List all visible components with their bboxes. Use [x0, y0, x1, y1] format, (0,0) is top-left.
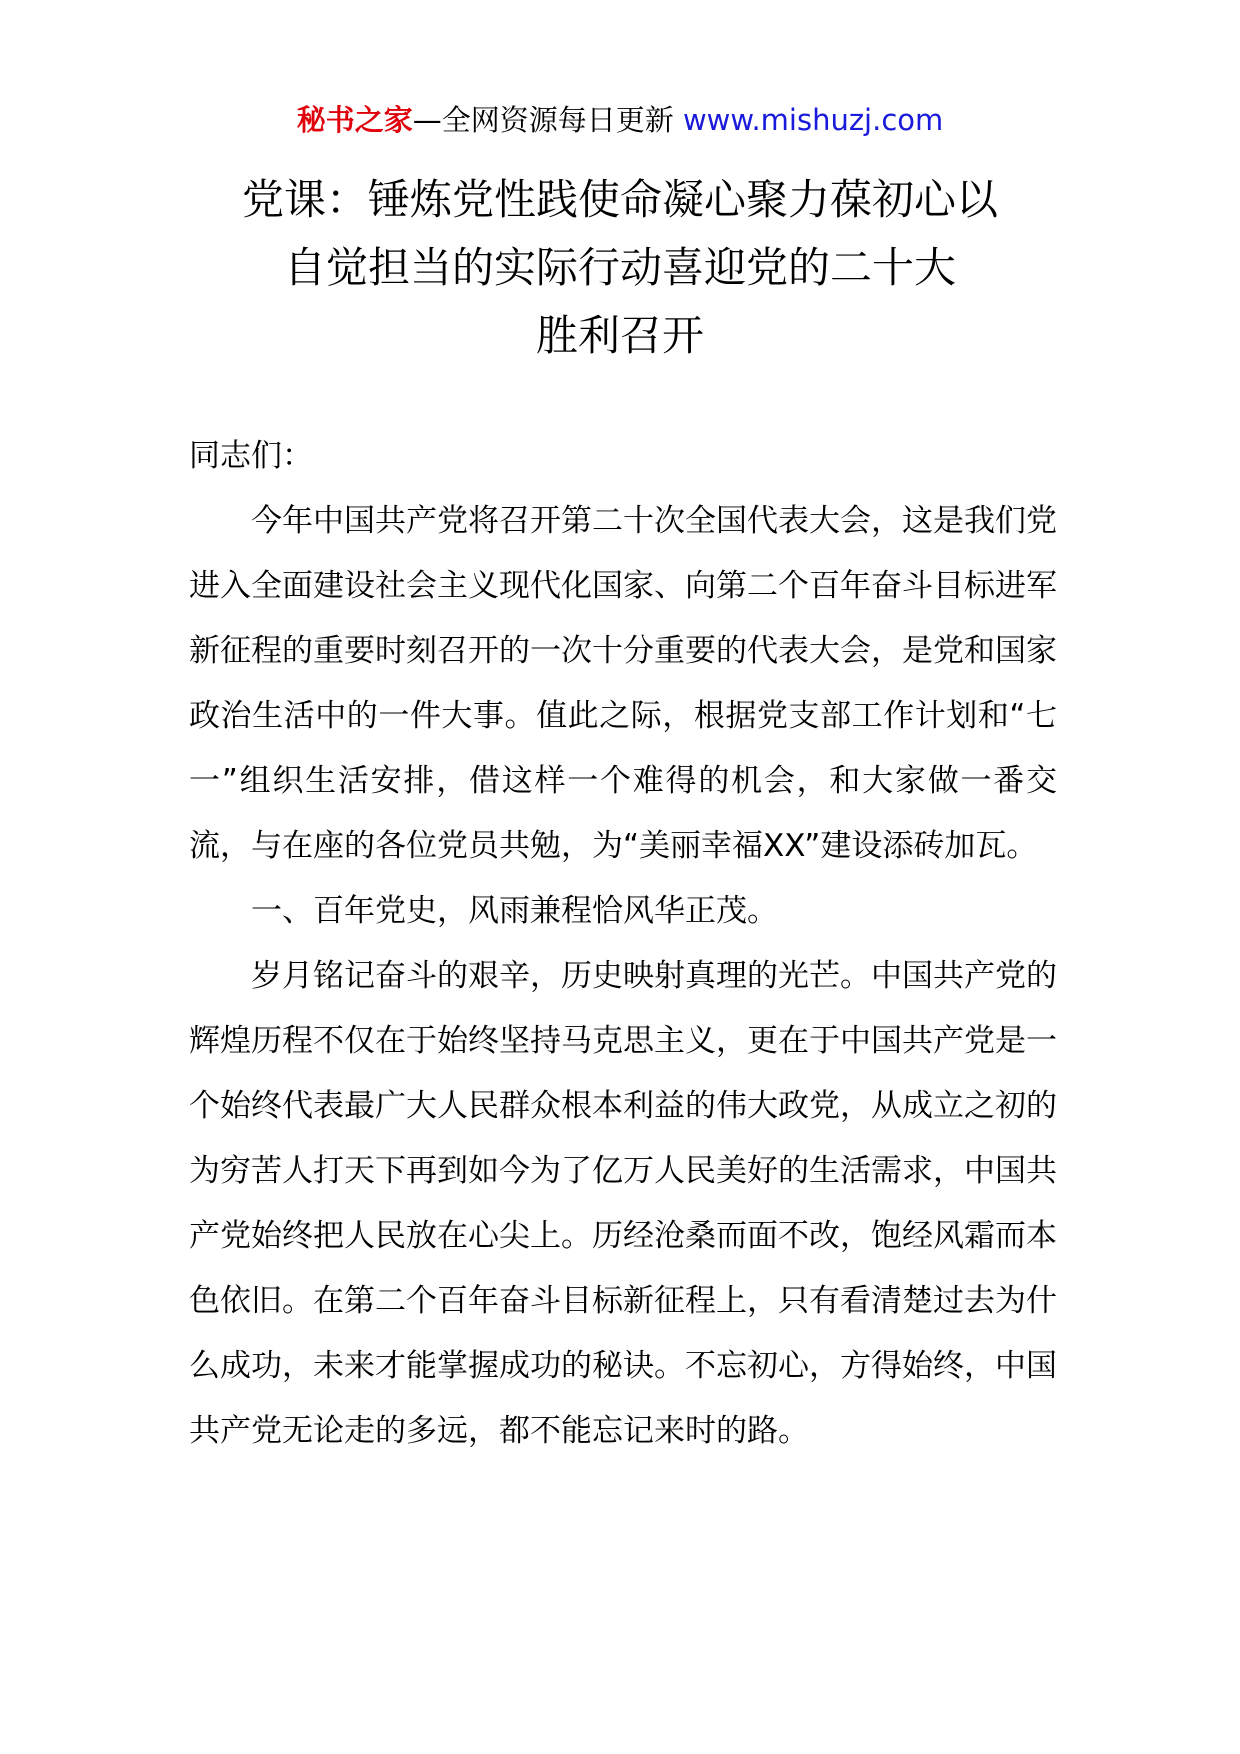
title-line-3: 胜利召开: [535, 311, 704, 360]
section-heading: 一、百年党史，风雨兼程恰风华正茂。: [251, 893, 778, 929]
salutation: 同志们：: [189, 438, 313, 474]
document-body: [189, 424, 1057, 1464]
site-header: [0, 100, 1240, 140]
section-paragraph: 岁月铭记奋斗的艰辛，历史映射真理的光芒。中国共产党的辉煌历程不仅在于始终坚持马克思主义，更在于中国共产党是一个始终代表最广大人民群众根本利益的伟大政党，从成立之初的为穷苦人打天下再到如今为了亿万人民美好的生活需求，中国共产党始终把人民放在心尖上。历经沧桑而面不改，饱经风霜而本色依旧。在第二个百年奋斗目标新征程上，只有看清楚过去为什么成功，未来才能掌握成功的秘诀。不忘初心，方得始终，中国共产党无论走的多远，都不能忘记来时的路。: [189, 958, 1057, 1449]
title-line-2: 自觉担当的实际行动喜迎党的二十大: [283, 243, 956, 292]
document-title: [0, 166, 1240, 370]
brand-name: 秘书之家: [296, 103, 413, 137]
site-url-link[interactable]: www.mishuzj.com: [682, 103, 944, 137]
title-line-1: 党课：锤炼党性践使命凝心聚力葆初心以: [241, 175, 998, 224]
intro-paragraph: 今年中国共产党将召开第二十次全国代表大会，这是我们党进入全面建设社会主义现代化国家、向第二个百年奋斗目标进军新征程的重要时刻召开的一次十分重要的代表大会，是党和国家政治生活中的一件大事。值此之际，根据党支部工作计划和“七一”组织生活安排，借这样一个难得的机会，和大家做一番交流，与在座的各位党员共勉，为“美丽幸福XX”建设添砖加瓦。: [189, 503, 1057, 864]
header-tagline: —全网资源每日更新: [412, 103, 683, 137]
